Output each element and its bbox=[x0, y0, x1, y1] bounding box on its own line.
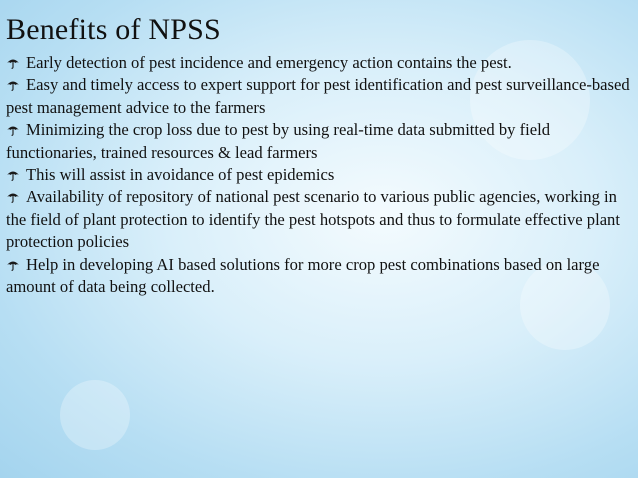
slide-content bbox=[6, 12, 632, 298]
umbrella-icon bbox=[6, 57, 20, 69]
bullet-text: Minimizing the crop loss due to pest by using real-time data submitted by field functionaries, trained resources & lead farmers bbox=[6, 120, 550, 162]
bullet-list bbox=[6, 52, 632, 298]
umbrella-icon bbox=[6, 124, 20, 136]
bullet-text: Availability of repository of national pest scenario to various public agencies, working in the field of plant protection to identify the pest hotspots and thus to formulate effective plant protection policies bbox=[6, 187, 620, 252]
bullet-text: Easy and timely access to expert support for pest identification and pest surveillance-based pest management advice to the farmers bbox=[6, 75, 630, 117]
bullet-item bbox=[6, 119, 632, 164]
bullet-item bbox=[6, 74, 632, 119]
slide-title: Benefits of NPSS bbox=[6, 13, 221, 46]
bullet-item bbox=[6, 186, 632, 253]
umbrella-icon bbox=[6, 79, 20, 91]
bullet-item bbox=[6, 52, 632, 74]
bullet-text: Early detection of pest incidence and emergency action contains the pest. bbox=[26, 53, 512, 72]
bullet-item bbox=[6, 164, 632, 186]
umbrella-icon bbox=[6, 169, 20, 181]
bullet-item bbox=[6, 254, 632, 299]
umbrella-icon bbox=[6, 191, 20, 203]
background-bokeh bbox=[60, 380, 130, 450]
bullet-text: This will assist in avoidance of pest epidemics bbox=[26, 165, 335, 185]
umbrella-icon bbox=[6, 259, 20, 271]
bullet-text: Help in developing AI based solutions for more crop pest combinations based on large amount of data being collected. bbox=[6, 254, 600, 297]
